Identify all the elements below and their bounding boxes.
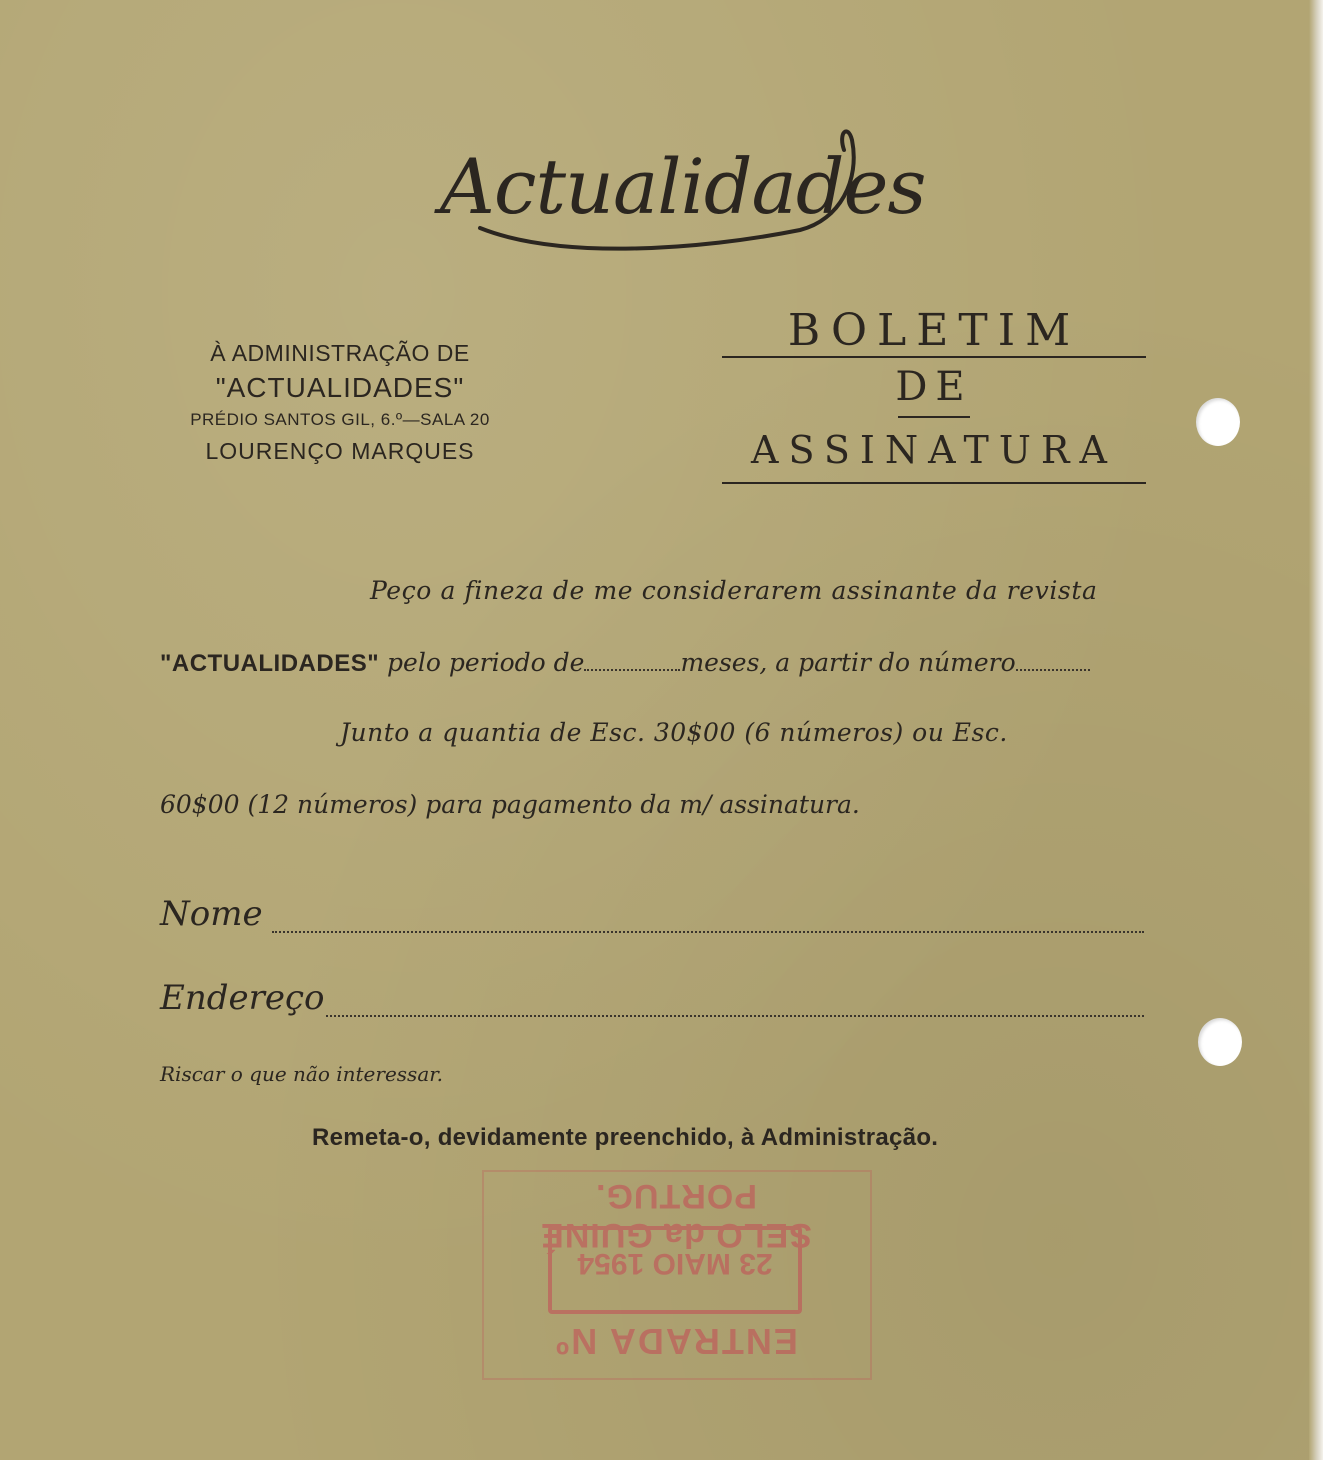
- start-issue-text: meses, a partir do número: [680, 648, 1016, 677]
- body-line-1: Peço a fineza de me considerarem assinante da revista: [370, 576, 1098, 605]
- address-label: Endereço: [160, 978, 325, 1018]
- body-line-2: [160, 648, 1090, 678]
- name-field[interactable]: [272, 930, 1144, 933]
- punch-hole-top: [1196, 398, 1240, 446]
- form-title-line-1: BOLETIM: [787, 305, 1081, 356]
- masthead-title: Actualidades: [440, 142, 926, 231]
- name-label: Nome: [160, 894, 263, 934]
- logo-swash-icon: [440, 110, 926, 260]
- form-title-block: [722, 304, 1146, 484]
- months-blank[interactable]: [584, 649, 680, 671]
- stamp-date-box: [548, 1226, 802, 1314]
- address-line-1: À ADMINISTRAÇÃO DE: [210, 340, 470, 366]
- paper-edge: [1309, 0, 1323, 1460]
- address-block: [150, 336, 530, 468]
- stamp-date: 23 MAIO 1954: [577, 1247, 773, 1280]
- magazine-name: "ACTUALIDADES": [160, 650, 380, 677]
- form-title-line-3: ASSINATURA: [751, 428, 1117, 472]
- period-text: pelo periodo de: [387, 648, 585, 677]
- masthead-logo: [440, 110, 926, 260]
- address-line-3: PRÉDIO SANTOS GIL, 6.º—SALA 20: [190, 410, 490, 429]
- address-field[interactable]: [326, 1014, 1144, 1017]
- title-rule-2: [722, 482, 1146, 484]
- punch-hole-bottom: [1198, 1018, 1242, 1066]
- strike-note: Riscar o que não interessar.: [160, 1062, 443, 1086]
- stamp-top-text: SELO da GUINÉ PORTUG.: [540, 1177, 812, 1254]
- received-stamp: [482, 1170, 872, 1380]
- return-instruction: Remeta-o, devidamente preenchido, à Administração.: [312, 1124, 939, 1151]
- address-line-4: LOURENÇO MARQUES: [205, 438, 475, 464]
- body-line-3: Junto a quantia de Esc. 30$00 (6 números) ou Esc.: [340, 718, 1008, 747]
- address-line-2: "ACTUALIDADES": [215, 372, 465, 403]
- form-title-line-2: DE: [895, 364, 973, 410]
- body-line-4: 60$00 (12 números) para pagamento da m/ assinatura.: [160, 790, 860, 819]
- stamp-bottom-text: ENTRADA Nº: [554, 1321, 798, 1362]
- issue-number-blank[interactable]: [1016, 649, 1090, 671]
